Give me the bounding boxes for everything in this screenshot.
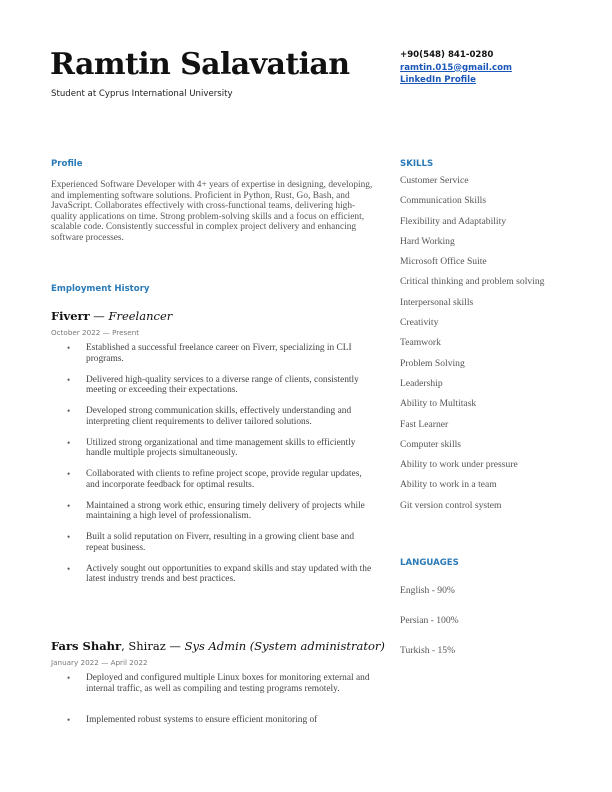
job-bullet: • Collaborated with clients to refine project scope, provide regular updates, and incorporate feedback for optimal results.	[51, 469, 373, 490]
job-bullet: • Deployed and configured multiple Linux boxes for monitoring external and internal traffic, as well as compiling and testing programs remotely.	[51, 673, 373, 694]
email-link[interactable]: ramtin.015@gmail.com	[400, 62, 512, 73]
skill-item: Customer Service	[400, 175, 469, 186]
job-title-fars-shahr	[51, 639, 385, 653]
job-bullet: • Maintained a strong work ethic, ensuring timely delivery of projects while maintaining a high level of professionalism.	[51, 501, 373, 522]
resume-tagline: Student at Cyprus International University	[51, 89, 233, 99]
skill-item: Ability to Multitask	[400, 398, 477, 410]
languages-heading: LANGUAGES	[400, 558, 459, 568]
skills-heading: SKILLS	[400, 159, 434, 169]
job-bullet: • Implemented robust systems to ensure efficient monitoring of	[51, 715, 373, 726]
job-bullet: • Utilized strong organizational and time management skills to efficiently handle multiple projects simultaneously.	[51, 438, 373, 459]
skill-item: Leadership	[400, 377, 443, 389]
resume-name: Ramtin Salavatian	[50, 47, 350, 82]
job-bullet: • Established a successful freelance career on Fiverr, specializing in CLI programs.	[51, 343, 373, 364]
skill-item: Teamwork	[400, 337, 441, 349]
job-role: Freelancer	[108, 309, 173, 323]
profile-text: Experienced Software Developer with 4+ years of expertise in designing, developing, and implementing software solutions. Proficient in Python, Rust, Go, Bash, and JavaScript. Collaborates effectively with cross-functional teams, delivering high-quality applications on time. Strong problem-solving skills and a focus on efficient, scalable code. Consistently successful in complex project delivery and enhancing software processes.	[51, 180, 373, 243]
skill-item: Ability to work under pressure	[400, 459, 518, 471]
skill-item: Flexibility and Adaptability	[400, 215, 507, 227]
skill-item: Problem Solving	[400, 357, 465, 369]
language-item: Persian - 100%	[400, 615, 459, 626]
job-employer: Fars Shahr	[51, 639, 122, 653]
skill-item: Interpersonal skills	[400, 296, 474, 308]
job-dates: January 2022 — April 2022	[51, 658, 148, 667]
skills-list	[400, 174, 550, 519]
job-bullets-fars-shahr	[51, 673, 373, 736]
profile-heading: Profile	[51, 159, 83, 169]
language-item: English - 90%	[400, 585, 455, 596]
job-bullet: • Developed strong communication skills, effectively understanding and interpreting client requirements to deliver tailored solutions.	[51, 406, 373, 427]
job-separator: —	[89, 309, 109, 323]
job-bullet: • Actively sought out opportunities to expand skills and stay updated with the latest industry trends and best practices.	[51, 564, 373, 585]
languages-list	[400, 584, 459, 674]
skill-item: Critical thinking and problem solving	[400, 276, 545, 288]
job-employer: Fiverr	[51, 309, 90, 323]
skill-item: Hard Working	[400, 235, 455, 247]
job-location: , Shiraz	[121, 639, 166, 653]
job-title-fiverr	[51, 309, 172, 323]
job-bullet: • Built a solid reputation on Fiverr, resulting in a growing client base and repeat business.	[51, 532, 373, 553]
contact-block	[400, 49, 512, 87]
skill-item: Creativity	[400, 317, 439, 329]
job-separator: —	[165, 639, 185, 653]
skill-item: Communication Skills	[400, 195, 487, 207]
job-dates: October 2022 — Present	[51, 328, 140, 337]
skill-item: Fast Learner	[400, 418, 449, 430]
job-bullet: • Delivered high-quality services to a diverse range of clients, consistently meeting or exceeding their expectations.	[51, 375, 373, 396]
language-item: Turkish - 15%	[400, 645, 456, 656]
phone-number: +90(548) 841-0280	[400, 50, 494, 60]
job-role: Sys Admin (System administrator)	[184, 639, 385, 653]
skill-item: Microsoft Office Suite	[400, 256, 487, 268]
linkedin-link[interactable]: LinkedIn Profile	[400, 75, 476, 85]
skill-item: Computer skills	[400, 438, 462, 450]
employment-heading: Employment History	[51, 284, 150, 294]
skill-item: Git version control system	[400, 499, 502, 511]
job-bullets-fiverr	[51, 343, 373, 595]
skill-item: Ability to work in a team	[400, 479, 497, 491]
